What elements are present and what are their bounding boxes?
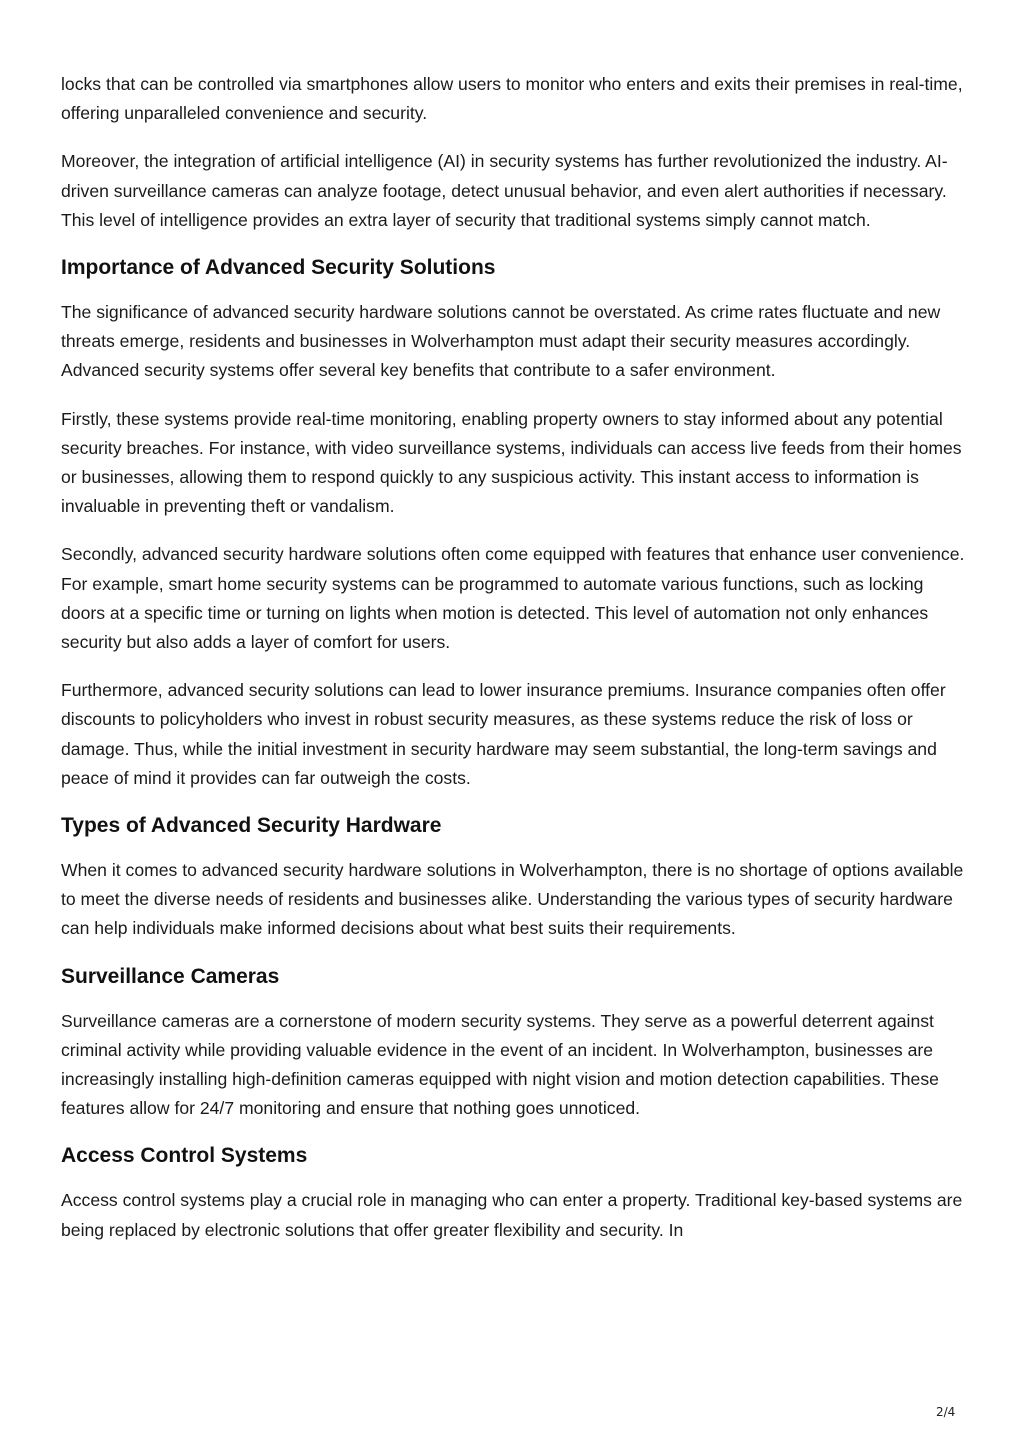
paragraph-smart-locks: locks that can be controlled via smartphones allow users to monitor who enters and exits their premises in real-time, offering unparalleled convenience and security.	[61, 74, 963, 124]
page-number: 2/4	[936, 1405, 956, 1419]
paragraph-significance: The significance of advanced security hardware solutions cannot be overstated. As crime rates fluctuate and new threats emerge, residents and businesses in Wolverhampton must adapt their security measures accordingly. Advanced security systems offer several key benefits that contribute to a safer environment.	[61, 302, 941, 381]
paragraph-convenience: Secondly, advanced security hardware solutions often come equipped with features that enhance user convenience. For example, smart home security systems can be programmed to automate various functions, such as locking doors at a specific time or turning on lights when motion is detected. This level of automation not only enhances security but also adds a layer of comfort for users.	[61, 544, 965, 653]
paragraph-ai-integration: Moreover, the integration of artificial intelligence (AI) in security systems has further revolutionized the industry. AI-driven surveillance cameras can analyze footage, detect unusual behavior, and even alert authorities if necessary. This level of intelligence provides an extra layer of security that traditional systems simply cannot match.	[61, 151, 948, 230]
heading-importance: Importance of Advanced Security Solutions	[61, 256, 496, 280]
heading-access-control: Access Control Systems	[61, 1144, 308, 1168]
paragraph-types-intro: When it comes to advanced security hardware solutions in Wolverhampton, there is no shortage of options available to meet the diverse needs of residents and businesses alike. Understanding the various types of security hardware can help individuals make informed decisions about what best suits their requirements.	[61, 860, 964, 939]
paragraph-insurance: Furthermore, advanced security solutions can lead to lower insurance premiums. Insurance companies often offer discounts to policyholders who invest in robust security measures, as these systems reduce the risk of loss or damage. Thus, while the initial investment in security hardware may seem substantial, the long-term savings and peace of mind it provides can far outweigh the costs.	[61, 680, 946, 788]
heading-types: Types of Advanced Security Hardware	[61, 814, 442, 838]
paragraph-real-time-monitoring: Firstly, these systems provide real-time monitoring, enabling property owners to stay informed about any potential security breaches. For instance, with video surveillance systems, individuals can access live feeds from their homes or businesses, allowing them to respond quickly to any suspicious activity. This instant access to information is invaluable in preventing theft or vandalism.	[61, 408, 962, 517]
document-page	[61, 70, 966, 1264]
paragraph-access-control: Access control systems play a crucial role in managing who can enter a property. Traditional key-based systems are being replaced by electronic solutions that offer greater flexibility and security. In	[61, 1190, 963, 1240]
paragraph-surveillance-cameras: Surveillance cameras are a cornerstone of modern security systems. They serve as a powerful deterrent against criminal activity while providing valuable evidence in the event of an incident. In Wolverhampton, businesses are increasingly installing high-definition cameras equipped with night vision and motion detection capabilities. These features allow for 24/7 monitoring and ensure that nothing goes unnoticed.	[61, 1010, 939, 1119]
heading-surveillance-cameras: Surveillance Cameras	[61, 964, 280, 988]
